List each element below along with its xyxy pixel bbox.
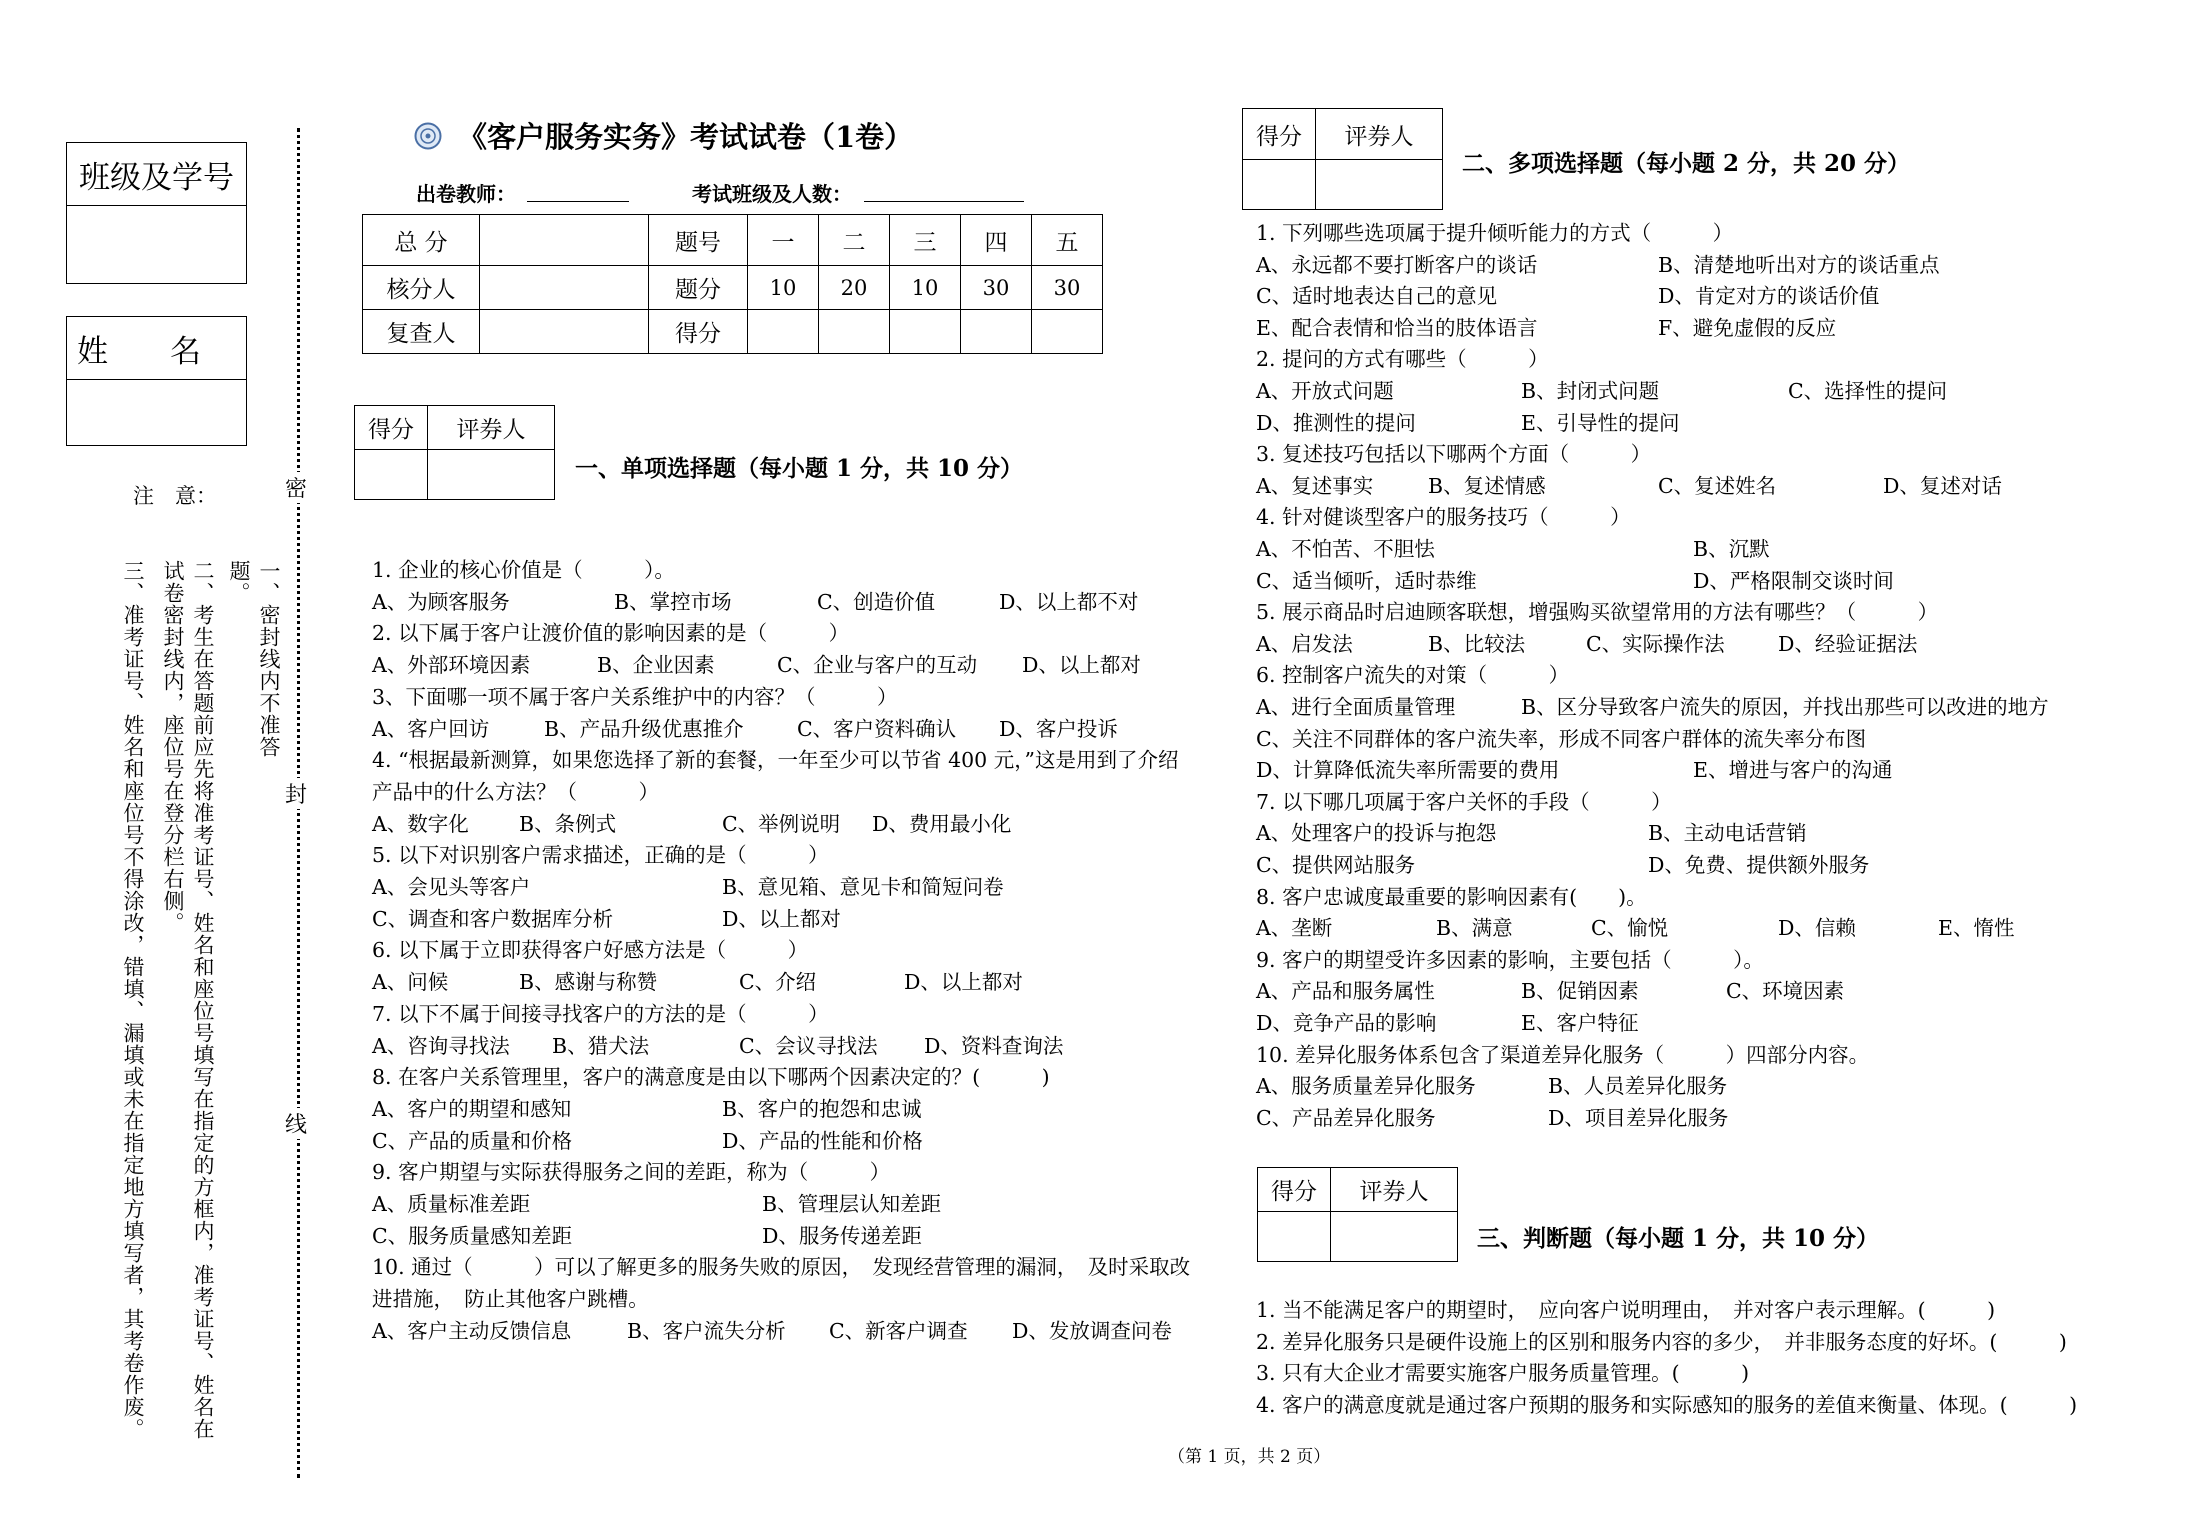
grader-box-2 <box>1242 108 1443 210</box>
table-cell: 题分 <box>649 266 748 310</box>
table-cell: 题号 <box>649 215 748 266</box>
notice-item-1: 一、密封线内不准答题。 <box>227 560 281 758</box>
question-text: 8. 客户忠诚度最重要的影响因素有( )。 <box>1256 884 1647 909</box>
table-cell: 10 <box>890 266 961 310</box>
answer-option[interactable]: A、永远都不要打断客户的谈话 <box>1256 252 1538 277</box>
notice-item-3: 三、准考证号、姓名和座位号不得涂改，错填、漏填或未在指定地方填写者，其考卷作废。 <box>121 560 145 1440</box>
answer-option[interactable]: B、客户流失分析 <box>627 1318 786 1343</box>
question-text: 5. 以下对识别客户需求描述，正确的是（ ） <box>372 843 829 868</box>
answer-option[interactable]: B、主动电话营销 <box>1648 821 1807 846</box>
grader-name-cell[interactable] <box>1316 160 1443 210</box>
answer-option[interactable]: C、产品差异化服务 <box>1256 1105 1436 1130</box>
answer-option[interactable]: C、适时地表达自己的意见 <box>1256 284 1498 309</box>
grader-box-1 <box>354 405 555 500</box>
question-text: 3、下面哪一项不属于客户关系维护中的内容？（ ） <box>372 684 898 709</box>
answer-option[interactable]: B、企业因素 <box>597 653 715 678</box>
table-cell <box>480 310 649 354</box>
table-cell: 得分 <box>649 310 748 354</box>
answer-option[interactable]: B、沉默 <box>1693 537 1770 561</box>
answer-option[interactable]: B、人员差异化服务 <box>1548 1074 1728 1099</box>
question-text: 10. 通过（ ）可以了解更多的服务失败的原因， 发现经营管理的漏洞， 及时采取改 <box>372 1255 1191 1280</box>
answer-option[interactable]: A、垄断 <box>1256 916 1333 941</box>
answer-option[interactable]: D、服务传递差距 <box>762 1223 922 1248</box>
answer-option[interactable]: C、举例说明 <box>722 811 841 836</box>
answer-option[interactable]: D、客户投诉 <box>999 716 1118 741</box>
grader-score-cell[interactable] <box>1243 160 1316 210</box>
answer-option[interactable]: D、产品的性能和价格 <box>722 1128 923 1153</box>
answer-option[interactable]: C、产品的质量和价格 <box>372 1128 573 1153</box>
question-text: 1. 下列哪些选项属于提升倾听能力的方式（ ） <box>1256 221 1734 245</box>
table-cell: 30 <box>1032 266 1103 310</box>
table-cell: 总 分 <box>363 215 480 266</box>
table-cell: 核分人 <box>363 266 480 310</box>
grader-name-label: 评券人 <box>1331 1168 1458 1212</box>
grader-name-label: 评券人 <box>1316 109 1443 160</box>
grader-name-label: 评券人 <box>428 406 555 450</box>
grader-score-label: 得分 <box>1243 109 1316 160</box>
answer-option[interactable]: B、条例式 <box>519 811 617 836</box>
question-text: 8. 在客户关系管理里，客户的满意度是由以下哪两个因素决定的？( ) <box>372 1065 1050 1090</box>
table-cell: 20 <box>819 266 890 310</box>
seal-char-mi: 密 <box>285 472 307 503</box>
class-count-label: 考试班级及人数： <box>692 182 852 206</box>
grader-score-cell[interactable] <box>1258 1212 1331 1262</box>
teacher-label: 出卷教师： <box>416 182 516 206</box>
section-1-title: 一、单项选择题（每小题 1 分，共 10 分） <box>575 455 1024 482</box>
answer-option[interactable]: D、竞争产品的影响 <box>1256 1011 1437 1035</box>
question-text: 2. 提问的方式有哪些（ ） <box>1256 347 1549 372</box>
answer-option[interactable]: A、问候 <box>372 970 449 995</box>
answer-option[interactable]: A、质量标准差距 <box>372 1192 531 1216</box>
answer-option[interactable]: B、客户的抱怨和忠诚 <box>722 1096 922 1121</box>
score-table-row <box>363 215 1103 266</box>
question-text: 4. 客户的满意度就是通过客户预期的服务和实际感知的服务的差值来衡量、体现。( ) <box>1256 1392 2078 1417</box>
notice-item-2: 二、考生在答题前应先将准考证号、姓名和座位号填写在指定的方框内，准考证号、姓名在试卷密封线内，座位号在登分栏右侧。 <box>161 560 215 1440</box>
answer-option[interactable]: B、区分导致客户流失的原因，并找出那些可以改进的地方 <box>1521 695 2049 719</box>
student-name-box <box>66 316 247 446</box>
question-text: 4. “根据最新测算，如果您选择了新的套餐，一年至少可以节省 400 元，”这是用到了介绍 <box>372 748 1179 773</box>
grader-name-cell[interactable] <box>428 450 555 500</box>
question-text: 2. 差异化服务只是硬件设施上的区别和服务内容的多少， 并非服务态度的好坏。( ) <box>1256 1329 2067 1354</box>
answer-option[interactable]: A、启发法 <box>1256 631 1353 656</box>
teacher-blank[interactable] <box>527 201 629 202</box>
section-2-title: 二、多项选择题（每小题 2 分，共 20 分） <box>1462 150 1911 177</box>
class-id-box <box>66 142 247 284</box>
answer-option[interactable]: D、严格限制交谈时间 <box>1693 568 1894 593</box>
answer-option[interactable]: A、处理客户的投诉与抱怨 <box>1256 821 1497 846</box>
answer-option[interactable]: A、外部环境因素 <box>372 653 531 678</box>
table-cell: 一 <box>748 215 819 266</box>
answer-option[interactable]: D、发放调查问卷 <box>1012 1318 1172 1343</box>
answer-option[interactable]: C、选择性的提问 <box>1788 379 1948 403</box>
table-cell <box>819 310 890 354</box>
answer-option[interactable]: A、不怕苦、不胆怯 <box>1256 537 1435 561</box>
answer-option[interactable]: C、环境因素 <box>1726 979 1845 1004</box>
score-table-row <box>363 266 1103 310</box>
school-logo-icon <box>414 122 442 150</box>
answer-option[interactable]: D、经验证据法 <box>1778 631 1918 656</box>
answer-option[interactable]: C、愉悦 <box>1591 916 1669 941</box>
answer-option[interactable]: D、以上都对 <box>904 970 1023 995</box>
question-text: C、关注不同群体的客户流失率，形成不同客户群体的流失率分布图 <box>1256 726 1867 751</box>
answer-option[interactable]: D、项目差异化服务 <box>1548 1105 1729 1130</box>
exam-title: 《客户服务实务》考试试卷（1卷） <box>458 120 914 154</box>
score-table <box>362 214 1103 354</box>
answer-option[interactable]: A、客户回访 <box>372 716 490 741</box>
answer-option[interactable]: B、管理层认知差距 <box>762 1192 942 1216</box>
answer-option[interactable]: A、产品和服务属性 <box>1256 979 1435 1004</box>
answer-option[interactable]: A、会见头等客户 <box>372 875 531 899</box>
table-cell <box>1032 310 1103 354</box>
answer-option[interactable]: D、肯定对方的谈话价值 <box>1658 284 1880 309</box>
table-cell: 30 <box>961 266 1032 310</box>
answer-option[interactable]: E、引导性的提问 <box>1521 410 1680 435</box>
answer-option[interactable]: C、提供网站服务 <box>1256 853 1416 877</box>
table-cell: 三 <box>890 215 961 266</box>
question-text: 产品中的什么方法？（ ） <box>372 779 659 804</box>
question-text: 进措施， 防止其他客户跳槽。 <box>372 1287 649 1312</box>
student-name-label: 姓 名 <box>67 317 246 380</box>
question-text: 1. 当不能满足客户的期望时， 应向客户说明理由， 并对客户表示理解。( ) <box>1256 1298 1996 1322</box>
answer-option[interactable]: D、以上都对 <box>722 906 841 931</box>
answer-option[interactable]: C、客户资料确认 <box>797 716 957 741</box>
grader-score-label: 得分 <box>355 406 428 450</box>
answer-option[interactable]: F、避免虚假的反应 <box>1658 315 1837 340</box>
table-cell: 五 <box>1032 215 1103 266</box>
grader-name-cell[interactable] <box>1331 1212 1458 1262</box>
grader-score-cell[interactable] <box>355 450 428 500</box>
answer-option[interactable]: C、创造价值 <box>817 589 936 614</box>
question-text: 1. 企业的核心价值是（ ）。 <box>372 558 675 582</box>
table-cell: 10 <box>748 266 819 310</box>
question-text: 3. 只有大企业才需要实施客户服务质量管理。( ) <box>1256 1361 1750 1385</box>
section-3-title: 三、判断题（每小题 1 分，共 10 分） <box>1477 1225 1880 1252</box>
answer-option[interactable]: D、推测性的提问 <box>1256 410 1416 435</box>
answer-option[interactable]: A、服务质量差异化服务 <box>1256 1074 1476 1099</box>
question-text: 2. 以下属于客户让渡价值的影响因素的是（ ） <box>372 621 850 646</box>
answer-option[interactable]: E、客户特征 <box>1521 1011 1639 1035</box>
answer-option[interactable]: C、企业与客户的互动 <box>777 653 978 678</box>
answer-option[interactable]: E、增进与客户的沟通 <box>1693 758 1893 783</box>
answer-option[interactable]: B、比较法 <box>1428 631 1526 656</box>
answer-option[interactable]: A、复述事实 <box>1256 473 1374 498</box>
seal-char-xian: 线 <box>285 1108 307 1139</box>
table-cell <box>480 266 649 310</box>
answer-option[interactable]: D、免费、提供额外服务 <box>1648 853 1870 877</box>
table-cell <box>890 310 961 354</box>
answer-option[interactable]: B、清楚地听出对方的谈话重点 <box>1658 252 1940 277</box>
answer-option[interactable]: C、服务质量感知差距 <box>372 1223 573 1248</box>
answer-option[interactable]: C、会议寻找法 <box>739 1033 878 1058</box>
answer-option[interactable]: B、猎犬法 <box>552 1033 650 1058</box>
grader-score-label: 得分 <box>1258 1168 1331 1212</box>
answer-option[interactable]: B、感谢与称赞 <box>519 970 658 995</box>
answer-option[interactable]: B、复述情感 <box>1428 473 1546 498</box>
question-text: 7. 以下不属于间接寻找客户的方法的是（ ） <box>372 1001 829 1026</box>
answer-option[interactable]: B、满意 <box>1436 916 1513 941</box>
answer-option[interactable]: E、惰性 <box>1938 916 2015 941</box>
answer-option[interactable]: A、咨询寻找法 <box>372 1033 510 1058</box>
table-cell: 四 <box>961 215 1032 266</box>
page-number: （第 1 页，共 2 页） <box>1168 1447 1331 1467</box>
answer-option[interactable]: D、信赖 <box>1778 916 1856 941</box>
score-table-row <box>363 310 1103 354</box>
answer-option[interactable]: B、产品升级优惠推介 <box>544 716 744 741</box>
answer-option[interactable]: A、客户的期望和感知 <box>372 1096 572 1121</box>
answer-option[interactable]: D、资料查询法 <box>924 1033 1064 1058</box>
answer-option[interactable]: D、费用最小化 <box>872 811 1012 836</box>
answer-option[interactable]: B、封闭式问题 <box>1521 379 1660 403</box>
answer-option[interactable]: A、开放式问题 <box>1256 379 1394 403</box>
answer-option[interactable]: B、掌控市场 <box>614 589 732 614</box>
class-count-blank[interactable] <box>864 201 1024 202</box>
seal-char-feng: 封 <box>285 778 307 809</box>
answer-option[interactable]: C、复述姓名 <box>1658 473 1777 498</box>
notice-label: 注 意： <box>133 484 217 508</box>
question-text: 9. 客户期望与实际获得服务之间的差距，称为（ ） <box>372 1160 891 1185</box>
table-cell <box>748 310 819 354</box>
answer-option[interactable]: C、实际操作法 <box>1586 631 1725 656</box>
answer-option[interactable]: D、以上都对 <box>1022 653 1141 678</box>
answer-option[interactable]: C、新客户调查 <box>829 1318 968 1343</box>
answer-option[interactable]: C、介绍 <box>739 970 817 995</box>
question-text: 7. 以下哪几项属于客户关怀的手段（ ） <box>1256 789 1672 814</box>
table-cell <box>480 215 649 266</box>
answer-option[interactable]: B、促销因素 <box>1521 979 1639 1004</box>
question-text: 5. 展示商品时启迪顾客联想，增强购买欲望常用的方法有哪些？（ ） <box>1256 600 1939 625</box>
table-cell <box>961 310 1032 354</box>
answer-option[interactable]: A、客户主动反馈信息 <box>372 1318 572 1343</box>
answer-option[interactable]: D、复述对话 <box>1883 473 2002 498</box>
answer-option[interactable]: A、为顾客服务 <box>372 589 510 614</box>
answer-option[interactable]: A、数字化 <box>372 811 469 836</box>
table-cell: 二 <box>819 215 890 266</box>
answer-option[interactable]: A、进行全面质量管理 <box>1256 695 1456 719</box>
answer-option[interactable]: D、计算降低流失率所需要的费用 <box>1256 758 1560 783</box>
question-text: 6. 控制客户流失的对策（ ） <box>1256 663 1570 688</box>
answer-option[interactable]: E、配合表情和恰当的肢体语言 <box>1256 315 1538 340</box>
grader-box-3 <box>1257 1167 1458 1262</box>
answer-option[interactable]: C、适当倾听，适时恭维 <box>1256 568 1477 593</box>
question-text: 6. 以下属于立即获得客户好感方法是（ ） <box>372 938 809 963</box>
class-id-label: 班级及学号 <box>67 143 246 206</box>
question-text: 4. 针对健谈型客户的服务技巧（ ） <box>1256 505 1631 530</box>
answer-option[interactable]: B、意见箱、意见卡和简短问卷 <box>722 875 1004 899</box>
answer-option[interactable]: D、以上都不对 <box>999 589 1139 614</box>
question-text: 3. 复述技巧包括以下哪两个方面（ ） <box>1256 442 1652 467</box>
table-cell: 复查人 <box>363 310 480 354</box>
question-text: 9. 客户的期望受许多因素的影响，主要包括（ ）。 <box>1256 947 1764 972</box>
question-text: 10. 差异化服务体系包含了渠道差异化服务（ ）四部分内容。 <box>1256 1042 1870 1067</box>
answer-option[interactable]: C、调查和客户数据库分析 <box>372 906 614 931</box>
